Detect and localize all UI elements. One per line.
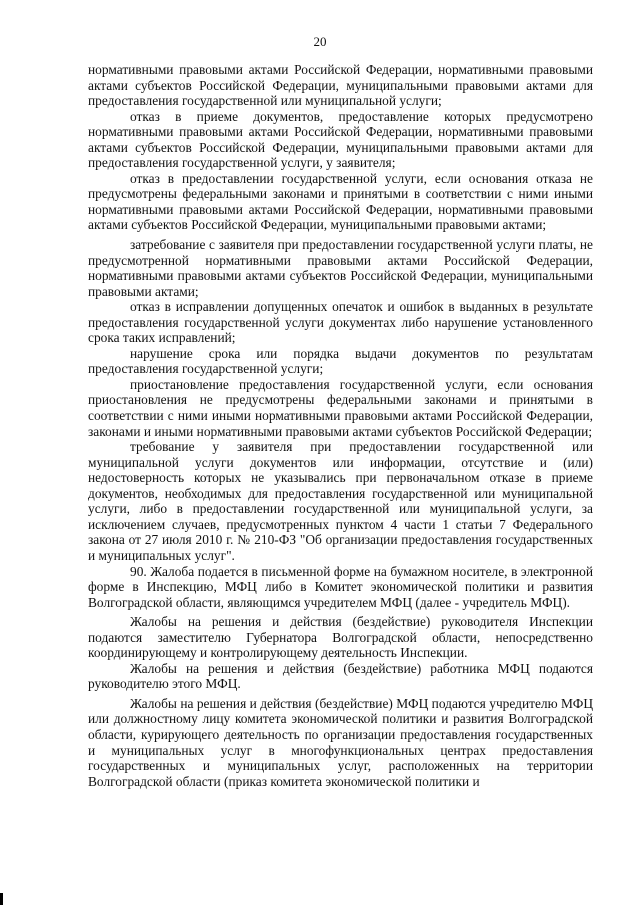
paragraph-6: нарушение срока или порядка выдачи документов по результатам предоставления государственной услуги; [88,345,593,377]
paragraph-12: Жалобы на решения и действия (бездействие) МФЦ подаются учредителю МФЦ или должностному лицу комитета экономической политики и развития Волгоградской области, курирующего деятельность по организации предоставления государственных и муниципальных услуг в многофункциональных центрах предоставления государственных и муниципальных услуг, расположенных на территории Волгоградской области (приказ комитета экономической политики и [88,695,593,789]
paragraph-10: Жалобы на решения и действия (бездействие) руководителя Инспекции подаются заместителю Губернатора Волгоградской области, непосредственно координирующему и контролирующему деятельность Инспекции. [88,614,593,661]
paragraph-4: затребование с заявителя при предоставлении государственной услуги платы, не предусмотренной нормативными правовыми актами Российской Федерации, нормативными правовыми актами субъектов Российской Федерации, муниципальными правовыми актами; [88,237,593,299]
paragraph-3: отказ в предоставлении государственной услуги, если основания отказа не предусмотрены федеральными законами и принятыми в соответствии с ними иными нормативными правовыми актами Российской Федерации, нормативными правовыми актами субъектов Российской Федерации, муниципальными правовыми актами; [88,170,593,233]
page-number: 20 [313,34,327,49]
paragraph-7: приостановление предоставления государственной услуги, если основания приостановления не предусмотрены федеральными законами и принятыми в соответствии с ними иными нормативными правовыми актами Российской Федерации, законами и иными нормативными правовыми актами субъектов Российской Федерации; [88,376,593,439]
document-body [88,62,593,789]
paragraph-5: отказ в исправлении допущенных опечаток и ошибок в выданных в результате предоставления государственной услуги документах либо нарушение установленного срока таких исправлений; [88,299,593,346]
paragraph-11: Жалобы на решения и действия (бездействие) работника МФЦ подаются руководителю этого МФЦ. [88,660,593,692]
scan-edge-mark [0,893,3,905]
paragraph-9: 90. Жалоба подается в письменной форме на бумажном носителе, в электронной форме в Инспекцию, МФЦ либо в Комитет экономической политики и развития Волгоградской области, являющимся учредителем МФЦ (далее - учредитель МФЦ). [88,563,593,610]
paragraph-8: требование у заявителя при предоставлении государственной или муниципальной услуги документов или информации, отсутствие и (или) недостоверность которых не указывались при первоначальном отказе в приеме документов, необходимых для предоставления государственной или муниципальной услуги, либо в предоставлении государственной или муниципальной услуги, за исключением случаев, предусмотренных пунктом 4 части 1 статьи 7 Федерального закона от 27 июля 2010 г. № 210-ФЗ "Об организации предоставления государственных и муниципальных услуг". [88,439,593,563]
paragraph-2: отказ в приеме документов, предоставление которых предусмотрено нормативными правовыми актами Российской Федерации, нормативными правовыми актами субъектов Российской Федерации, муниципальными правовыми актами для предоставления государственной услуги, у заявителя; [88,108,593,171]
paragraph-1: нормативными правовыми актами Российской Федерации, нормативными правовыми актами субъектов Российской Федерации, муниципальными правовыми актами для предоставления государственной или муниципальной услуги; [88,62,593,109]
